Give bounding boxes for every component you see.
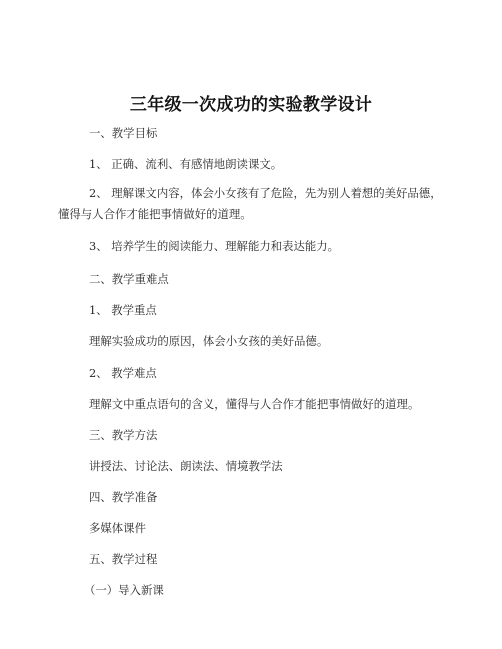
document-title: 三年级一次成功的实验教学设计	[129, 95, 373, 115]
methods-text: 讲授法、讨论法、朗读法、情境教学法	[89, 459, 283, 473]
preparation-text: 多媒体课件	[89, 521, 146, 535]
subheading-key-point: 1、 教学重点	[89, 303, 157, 317]
objective-item-3: 3、 培养学生的阅读能力、理解能力和表达能力。	[89, 239, 340, 253]
subheading-difficulty: 2、 教学难点	[89, 366, 157, 380]
section-heading-methods: 三、教学方法	[89, 428, 158, 442]
key-point-text: 理解实验成功的原因，体会小女孩的美好品德。	[89, 334, 329, 348]
section-heading-process: 五、教学过程	[89, 552, 158, 566]
section-heading-preparation: 四、教学准备	[89, 490, 158, 504]
section-heading-objectives: 一、教学目标	[89, 126, 158, 140]
section-heading-key-points: 二、教学重难点	[89, 272, 169, 286]
objective-item-1: 1、 正确、流利、有感情地朗读课文。	[89, 157, 283, 171]
objective-item-2: 2、 理解课文内容，体会小女孩有了危险，先为别人着想的美好品德，懂得与人合作才能把事情做好的道理。	[58, 186, 442, 221]
process-step-intro: （一）导入新课	[84, 583, 164, 597]
difficulty-text: 理解文中重点语句的含义，懂得与人合作才能把事情做好的道理。	[89, 397, 420, 411]
